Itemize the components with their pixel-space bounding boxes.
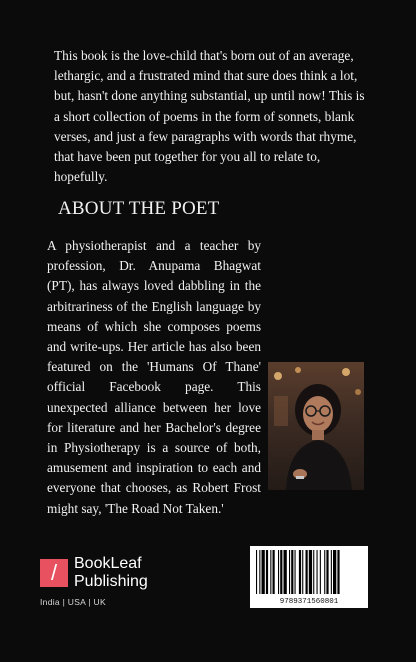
isbn-number: 9789371560801	[279, 598, 339, 606]
author-photo	[268, 362, 364, 490]
publisher-mark: /	[40, 559, 68, 587]
barcode-bars	[256, 550, 362, 594]
publisher-tagline: India | USA | UK	[40, 597, 106, 607]
poet-bio: A physiotherapist and a teacher by profession, Dr. Anupama Bhagwat (PT), has always loved dabbling in the arbitrariness of the English language by means of which she composes poems and write-ups. Her article has also been featured on the 'Humans Of Thane' official Facebook page. This unexpected alliance between her love for literature and her Bachelor's degree in Physiotherapy is a source of both, amusement and inspiration to each and everyone that chooses, as Robert Frost might say, 'The Road Not Taken.'	[47, 238, 261, 516]
isbn-barcode	[250, 546, 368, 608]
publisher-logo	[40, 555, 190, 615]
publisher-name-line2: Publishing	[74, 573, 148, 590]
publisher-name-line1: BookLeaf	[74, 555, 142, 572]
back-cover-blurb: This book is the love-child that's born out of an average, lethargic, and a frustrated mind that sure does think a lot, but, hasn't done anything substantial, up until now! This is a short collection of poems in the form of sonnets, blank verses, and just a few paragraphs with words that rhyme, that have been put together for you all to relate to, hopefully.	[54, 48, 365, 185]
about-heading: ABOUT THE POET	[58, 198, 220, 219]
